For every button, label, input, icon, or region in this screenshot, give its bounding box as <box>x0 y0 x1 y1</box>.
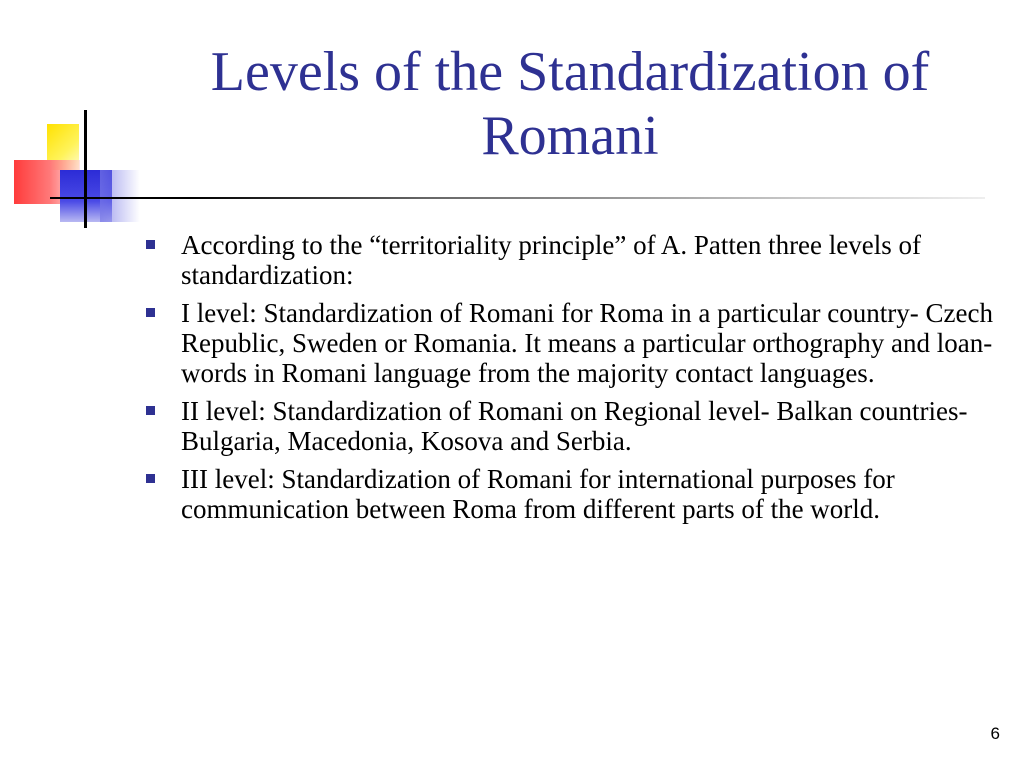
square-bullet-icon <box>146 474 155 483</box>
page-number: 6 <box>990 724 1000 743</box>
blue-fade-decoration <box>100 170 140 222</box>
bullet-item <box>146 396 1006 456</box>
slide-title-line-1: Levels of the Standardization of <box>210 41 930 103</box>
bullet-text: III level: Standardization of Romani for international purposes for communication between Roma from different parts of the world. <box>181 464 895 524</box>
slide-title-line-2: Romani <box>481 105 659 167</box>
bullet-item <box>146 298 1006 388</box>
vertical-rule <box>84 110 87 228</box>
bullet-list <box>146 230 1006 532</box>
square-bullet-icon <box>146 308 155 317</box>
bullet-text: According to the “territoriality principle” of A. Patten three levels of standardization: <box>181 230 921 290</box>
bullet-item <box>146 230 1006 290</box>
square-bullet-icon <box>146 240 155 249</box>
bullet-text: I level: Standardization of Romani for Roma in a particular country- Czech Republic, Sweden or Romania. It means a particular orthography and loan-words in Romani language from the majority contact languages. <box>181 298 993 388</box>
square-bullet-icon <box>146 406 155 415</box>
horizontal-rule <box>50 197 985 199</box>
decorative-squares-graphic <box>0 0 170 240</box>
bullet-text: II level: Standardization of Romani on Regional level- Balkan countries- Bulgaria, Macedonia, Kosova and Serbia. <box>181 396 968 456</box>
bullet-item <box>146 464 1006 524</box>
slide-title <box>160 40 980 168</box>
